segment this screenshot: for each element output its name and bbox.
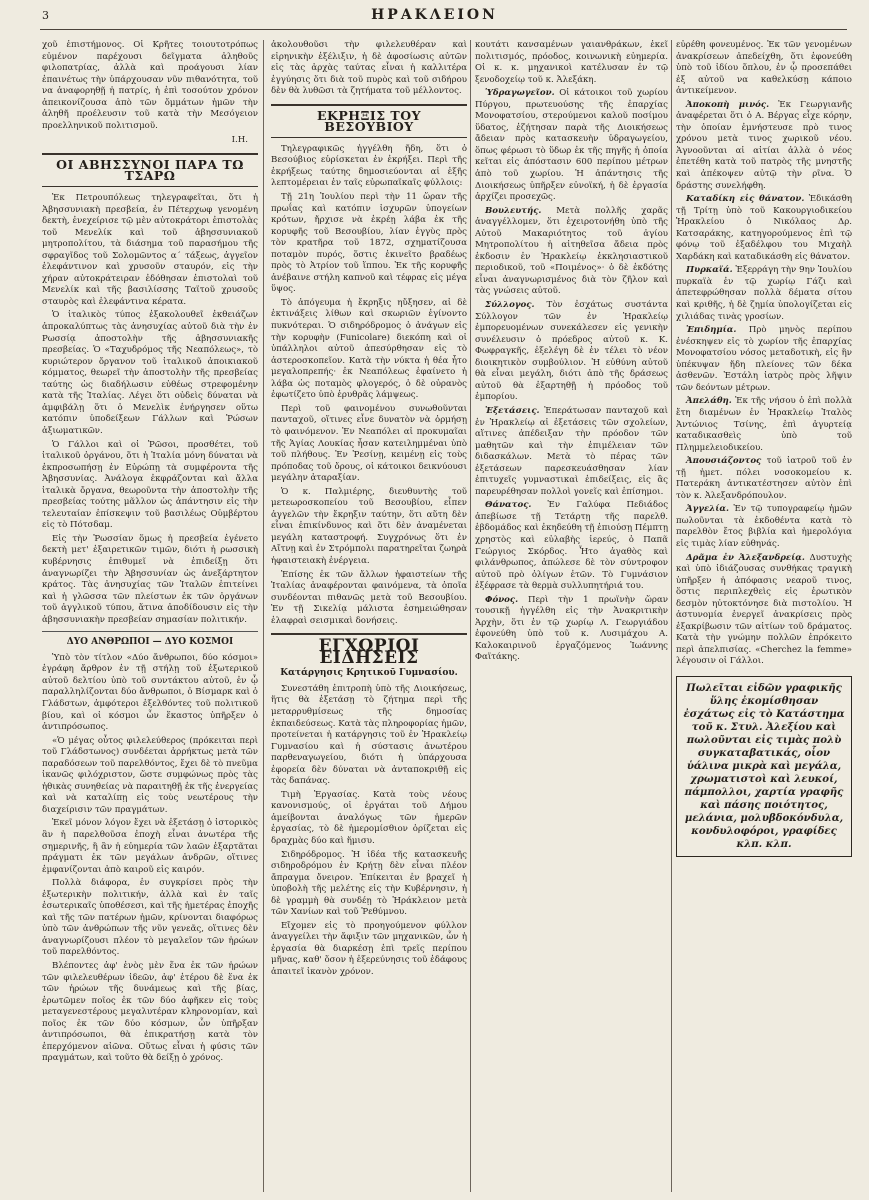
news-item-lead: Ἀποκοπὴ μινός. (686, 99, 770, 110)
news-item (475, 595, 668, 664)
news-item (475, 300, 668, 404)
news-item-lead: Σύλλογος. (485, 300, 535, 311)
column-2 (271, 40, 467, 1190)
column-3 (475, 40, 668, 1190)
article-subheading: Κατάργησις Κρητικοῦ Γυμνασίου. (280, 668, 458, 679)
news-item-lead: Ἀπουσιάζοντος (686, 456, 762, 467)
article-paragraph: Τῇ 21η Ἰουλίου περὶ τὴν 11 ὥραν τῆς πρωΐας καὶ κατόπιν ἰσχυρῶν ὑπογείων κρότων, ἤρχισε νὰ ἐκρέῃ λάβα ἐκ τῆς κορυφῆς τοῦ Βεσουβίου, λίαν ἐγγὺς πρὸς τὸν κρατῆρα τοῦ 1872, σχηματίζουσα ποταμὸν πυρός, ὅστις ἐκινεῖτο βραδέως πρὸς τὸ Ἀτρίον τοῦ ἵππου. Ἐκ τῆς κορυφῆς ἀνέβαινε στήλη καπνοῦ καὶ τέφρας εἰς μέγα ὕψος. (271, 192, 467, 295)
article-paragraph: Ἐπίσης ἐκ τῶν ἄλλων ἡφαιστείων τῆς Ἰταλίας ἀναφέρονται φαινόμενα, τὰ ὁποῖα συνδέονται πιθανῶς μετὰ τοῦ Βεσουβίου. Ἐν τῇ Σικελίᾳ μάλιστα ἐσημειώθησαν ἐλαφραὶ σεισμικαὶ δονήσεις. (271, 569, 467, 626)
masthead (0, 0, 869, 36)
news-item-text: Ἐν τῷ τυπογραφείῳ ἡμῶν πωλοῦνται τὰ ἐκδοθέντα κατὰ τὸ παρελθὸν ἔτος βιβλία καὶ ἡμερολόγια εἰς τιμὰς λίαν εὐθηνάς. (676, 504, 852, 549)
news-item-lead: Ὑδραγωγεῖον. (485, 88, 555, 99)
news-item-text: Ἐκ τῆς νήσου ὁ ἐπὶ πολλὰ ἔτη διαμένων ἐν Ἡρακλείῳ Ἰταλὸς Ἀντώνιος Τσίνης, ἐπὶ ἀγυρτείᾳ καταδικασθεὶς ὑπὸ τοῦ Πλημμελειοδικείου. (676, 396, 852, 453)
article-paragraph: Συνεστάθη ἐπιτροπὴ ὑπὸ τῆς Διοικήσεως, ἥτις θὰ ἐξετάσῃ τὸ ζήτημα περὶ τῆς μεταρρυθμίσεως τῆς δημοσίας ἐκπαιδεύσεως. Κατὰ τὰς πληροφορίας ἡμῶν, προτείνεται ἡ κατάργησις τοῦ ἐν Ἡρακλείῳ Γυμνασίου καὶ ἡ σύστασις ἀνωτέρου παρθεναγωγείου, διότι ἡ ὑπάρχουσα ἐφορεία δὲν δύναται νὰ ἀνταποκριθῇ εἰς τὰς δαπάνας. (271, 683, 467, 787)
column-divider (470, 40, 471, 1192)
advertisement-text: Πωλεῖται εἰδῶν γραφικῆς ὕλης ἐκομίσθησαν ἐσχάτως εἰς τὸ Κατάστημα τοῦ κ. Στυλ. Ἀλεξίου καὶ πωλοῦνται εἰς τιμὰς πολὺ συγκαταβατικάς, οἷον ὑάλινα μικρὰ καὶ μεγάλα, χρωματιστοὶ καὶ λευκοί, πάμπολλοι, χαρτία γραφῆς καὶ πάσης ποιότητος, μελάνια, μολυβδοκόνδυλα, κονδυλοφόροι, γραφίδες κλπ. κλπ. (683, 681, 845, 850)
article-heading: ΕΚΡΗΞΙΣ ΤΟΥ ΒΕΣΟΥΒΙΟΥ (271, 104, 467, 138)
news-item-text: Περὶ τὴν 1 πρωϊνὴν ὥραν τουσικῇ ἠγγέλθη εἰς τὴν Ἀνακριτικὴν Ἀρχὴν, ὅτι ἐν τῷ χωρίῳ Λ. Γεωργιάδου ἐφονεύθη ὑπὸ τοῦ κ. Λυσιμάχου Α. Καλοκαιρινοῦ ἐργαζόμενος Ἰωάννης Φαϊτάκης. (475, 594, 668, 663)
article-paragraph: Τὸ ἀπόγευμα ἡ ἔκρηξις ηὔξησεν, αἱ δὲ ἐκτινάξεις λίθων καὶ σκωριῶν ἐγίνοντο πυκνότεραι. Ὁ σιδηρόδρομος ὁ ἀνάγων εἰς τὴν κορυφὴν (Funicolare) διεκόπη καὶ οἱ ὑπάλληλοι αὐτοῦ ἀπεσύρθησαν εἰς τὸ ἀστεροσκοπεῖον. Κατὰ τὴν νύκτα ἡ θέα ἦτο μεγαλοπρεπής· ἐκ Νεαπόλεως ἐφαίνετο ἡ λάβα ὡς ποταμὸς φλογερός, ὁ δὲ οὐρανὸς ἐφωτίζετο ὑπὸ ἐρυθρᾶς λάμψεως. (271, 297, 467, 401)
news-item-lead: Θάνατος. (485, 500, 532, 511)
news-item-text: Τὸν ἐσχάτως συστάντα Σύλλογον τῶν ἐν Ἡρακλείῳ ἐμπορευομένων συνεκάλεσεν εἰς γενικὴν συνέλευσιν ὁ πρόεδρος αὐτοῦ κ. Κ. Φωφραγκῆς, ἐξελέγη δὲ ἐν τέλει τὸ νέον διοικητικὸν συμβούλιον. Ἡ εὐθύνη αὐτοῦ θὰ εἶναι μεγάλη, διότι ἀπὸ τῆς δράσεως αὐτοῦ θὰ ἐξαρτηθῇ ἡ πρόοδος τοῦ ἐμπορίου. (475, 300, 668, 403)
article-paragraph: Ἐκεῖ μόνον λόγον ἔχει νὰ ἐξετάσῃ ὁ ἱστορικὸς ἂν ἡ παρελθοῦσα ἐποχὴ εἶναι ἀνωτέρα τῆς σημερινῆς, ἢ ἂν ἡ εὐημερία τῶν λαῶν ἐξαρτᾶται πράγματι ἐκ τῶν μεγάλων ἀνδρῶν, οἵτινες ἐμφανίζονται ἀπὸ καιροῦ εἰς καιρόν. (42, 818, 258, 875)
news-item (676, 504, 852, 550)
article-subheading: ΔΥΟ ΑΝΘΡΩΠΟΙ — ΔΥΟ ΚΟΣΜΟΙ (66, 637, 234, 648)
news-item (676, 100, 852, 192)
article-paragraph: Βλέποντες ἀφ' ἑνὸς μὲν ἕνα ἐκ τῶν ἡρώων τῶν φιλελευθέρων ἰδεῶν, ἀφ' ἑτέρου δὲ ἕνα ἐκ τῶν ἡρώων τῆς δυνάμεως καὶ τῆς βίας, ἐρωτῶμεν ποῖος ἐκ τῶν δύο ἀφῆκεν εἰς τοὺς μεταγενεστέρους μεγαλυτέραν κληρονομίαν, καὶ ποῖος ἐκ τῶν δύο κόσμων, ὧν ὑπῆρξαν ἀντιπρόσωποι, θὰ ἐπικρατήσῃ κατὰ τὸν ἐπερχόμενον αἰῶνα. Οὕτως εἶναι ἡ φύσις τῶν πραγμάτων, καὶ τοῦτο θὰ δείξῃ ὁ χρόνος. (42, 961, 258, 1064)
news-item-lead: Ἀπελάθη. (686, 396, 732, 407)
article-paragraph: Τιμὴ Ἐργασίας. Κατὰ τοὺς νέους κανονισμούς, οἱ ἐργάται τοῦ Δήμου ἀμείβονται ἀναλόγως τῶν ἡμερῶν ἐργασίας, τὸ δὲ ἡμερομίσθιον ὁρίζεται εἰς δραχμὰς δύο καὶ ἥμισυ. (271, 789, 467, 846)
article-paragraph: Περὶ τοῦ φαινομένου συνωθοῦνται πανταχοῦ, οἵτινες εἶνε δυνατὸν νὰ ὁρμήσῃ τὸ φαινόμενον. Ἐν Νεαπόλει αἱ προκυμαῖαι τῆς Ἁγίας Λουκίας ἦσαν κατειλημμέναι ὑπὸ τοῦ πλήθους. Ἐν Ῥεσίνῃ, κειμένῃ εἰς τοὺς πρόποδας τοῦ ὄρους, οἱ κάτοικοι δεικνύουσι μεγάλην ἀταραξίαν. (271, 403, 467, 484)
article-paragraph: Ὁ ἰταλικὸς τύπος ἐξακολουθεῖ ἐκθειάζων ἀπροκαλύπτως τὰς ἀνησυχίας αὐτοῦ διὰ τὴν ἐν Ρωσσίᾳ ἀποστολὴν τῆς ἀβησσυνιακῆς πρεσβείας. Ὁ «Ταχυδρόμος τῆς Νεαπόλεως», τὸ κυριώτερον ὄργανον τοῦ ἰταλικοῦ ἀποικιακοῦ κόμματος, θεωρεῖ τὴν ἀποστολὴν τῆς πρεσβείας ταύτης ὡς διαδήλωσιν εὐθέως στρεφομένην κατὰ τῆς Ἰταλίας. Λέγει ὅτι οὐδεὶς δύναται νὰ ἀμφιβάλῃ ὅτι ὁ Μενελὶκ ἐνήργησεν οὕτω κατόπιν ὑποδείξεων Γάλλων καὶ Ῥώσων ἀξιωματικῶν. (42, 310, 258, 436)
author-signature: Ι.Η. (231, 135, 248, 146)
news-item-lead: Ἀγγελία. (686, 504, 730, 515)
news-item (676, 265, 852, 323)
news-item (475, 406, 668, 498)
article-heading: ΟΙ ΑΒΗΣΣΥΝΟΙ ΠΑΡΑ ΤΩ ΤΣΑΡΩ (42, 153, 258, 187)
paper-title: ΗΡΑΚΛΕΙΟΝ (371, 7, 498, 23)
article-paragraph: Εἴχομεν εἰς τὸ προηγούμενον φύλλον ἀναγγείλει τὴν ἄφιξιν τῶν μηχανικῶν, ὧν ἡ ἐργασία θὰ διαρκέσῃ ἐπὶ τρεῖς περίπου μῆνας, καθ' ὅσον ἡ ἐξερεύνησις τοῦ ἐδάφους ἀπαιτεῖ ἱκανὸν χρόνον. (271, 920, 467, 978)
article-paragraph: Πολλὰ διάφορα, ἐν συγκρίσει πρὸς τὴν ἐξωτερικὴν πολιτικήν, ἀλλὰ καὶ ἐν ταῖς ἐσωτερικαῖς ὑποθέσεσι, καὶ τῆς ἡμετέρας ἐποχῆς καὶ τῆς τῶν πατέρων ἡμῶν, κρίνονται διαφόρως ὑπὸ τῶν ἀνθρώπων τῆς νῦν γενεᾶς, οἵτινες δὲν ἀναγνωρίζουσι πλέον τὸ μεγαλεῖον τῶν ἡρώων τοῦ παρελθόντος. (42, 878, 258, 958)
news-item-text: Πρὸ μηνὸς περίπου ἐνέσκηψεν εἰς τὸ χωρίον τῆς ἐπαρχίας Μονοφατσίου νόσος μεταδοτικὴ, εἰς ἣν ὑπέκυψαν ἤδη πλείονες τῶν δέκα ἀσθενῶν. Ἐστάλη ἰατρὸς πρὸς λῆψιν τῶν δεόντων μέτρων. (676, 325, 852, 393)
news-item (676, 396, 852, 454)
column-1 (42, 40, 258, 1190)
news-item-text: Ἐκ Γεωργιανῆς ἀναφέρεται ὅτι ὁ Α. Βέργας εἶχε κόρην, τὴν ὁποίαν ἐμνήστευσε πρὸ τινος χρόνου μετὰ τινος χωρικοῦ νέου. Ἀγνοοῦνται αἱ αἰτίαι ἀλλὰ ὁ νέος ἐπετέθη κατὰ τοῦ πατρὸς τῆς μνηστῆς καὶ ἀπέκοψεν αὐτῷ τὴν ρῖνα. Ὁ δράστης συνελήφθη. (676, 99, 852, 191)
article-continuation: κουτάτι κανσαμένων γαιανθράκων, ἐκεῖ πολιτισμός, πρόοδος, κοινωνικὴ εὐημερία. Οἱ κ. κ. μηχανικοὶ κατέλυσαν ἐν τῷ ξενοδοχείῳ τοῦ κ. Ἀλεξάκη. (475, 40, 668, 85)
column-divider (671, 40, 672, 1192)
column-4 (676, 40, 852, 1190)
news-item-lead: Ἐξετάσεις. (485, 405, 540, 416)
news-item-lead: Βουλευτής. (485, 205, 542, 216)
news-item-text: Οἱ κάτοικοι τοῦ χωρίου Πύργου, πρωτευούσης τῆς ἐπαρχίας Μονοφατσίου, στερούμενοι καλοῦ ποσίμου ὕδατος, ἐζήτησαν παρὰ τῆς Διοικήσεως ἄδειαν πρὸς κατασκευὴν ὑδραγωγείου, ὅπως φέρωσι τὸ ὕδωρ ἐκ τῆς πηγῆς ἡ ὁποία κεῖται εἰς ἀπόστασιν 600 περίπου μέτρων ἀπὸ τοῦ χωρίου. Ἡ ἀπάντησις τῆς Διοικήσεως ὑπῆρξεν εὐνοϊκή, ἡ δὲ ἐργασία ἀρχίζει προσεχῶς. (475, 88, 668, 203)
news-item (676, 325, 852, 394)
news-item (676, 456, 852, 502)
news-item-text: Ἐδικάσθη τῇ Τρίτῃ ὑπὸ τοῦ Κακουργιοδικείου Ἡρακλείου ὁ Νικόλαος Δρ. Κατσαράκης, κατηγορούμενος ἐπὶ τῷ φόνῳ τοῦ ἐξαδέλφου του Μιχαὴλ Χαρδάκη καὶ καταδικάσθη εἰς θάνατον. (676, 194, 852, 262)
news-item (676, 553, 852, 668)
page-number: 3 (42, 9, 49, 22)
section-heading: ΕΓΧΩΡΙΟΙ ΕΙΔΗΣΕΙΣ (271, 633, 467, 664)
news-item (475, 206, 668, 298)
news-item-lead: Δρᾶμα ἐν Ἀλεξανδρείᾳ. (686, 552, 805, 563)
advertisement-box (676, 676, 852, 857)
news-item (475, 88, 668, 203)
article-paragraph: Σιδηρόδρομος. Ἡ ἰδέα τῆς κατασκευῆς σιδηροδρόμου ἐν Κρήτῃ δὲν εἶναι πλέον ἄπραγμα ὄνειρον. Ἐπίκειται ἐν βραχεῖ ἡ ὑποβολὴ τῆς μελέτης εἰς τὴν Κυβέρνησιν, ἡ δὲ γραμμὴ θὰ συνδέῃ τὸ Ἡράκλειον μετὰ τῶν Χανίων καὶ τοῦ Ῥεθύμνου. (271, 849, 467, 918)
news-item-text: Ἐν Γαλύφα Πεδιάδος ἀπεβίωσε τῇ Τετάρτῃ τῆς παρελθ. ἑβδομάδος καὶ ἐκηδεύθη τῇ ἐπιούσῃ Πέμπτῃ χρηστὸς καὶ εὐλαβὴς ἱερεύς, ὁ Παπᾶ Γεώργιος Σκόρδος. Ἦτο ἀγαθὸς καὶ φιλάνθρωπος, ἀπώλεσε δὲ τὸν σύντροφον αὐτοῦ πρὸ ὀλίγων ἐτῶν. Τὸ Γυμνάσιον ἐξέφρασε τὰ θερμὰ συλλυπητήριά του. (475, 500, 668, 592)
news-item (676, 194, 852, 263)
article-continuation: εὐρέθη φονευμένος. Ἐκ τῶν γενομένων ἀνακρίσεων ἀπεδείχθη, ὅτι ἐφονεύθη ὑπὸ τοῦ ἰδίου ὅπλου, ἐν ᾧ προσεπάθει ἐξ αὐτοῦ να καθελκύσῃ κάποιο ἀντικείμενον. (676, 40, 852, 97)
news-item-text: τοῦ ἰατροῦ τοῦ ἐν τῇ ἡμετ. πόλει νοσοκομείου κ. Πατεράκη ἀντικατέστησεν αὐτὸν ἐπὶ τὸν κ. Ἀλεξανδρόπουλον. (676, 456, 852, 501)
section-rule (42, 631, 258, 632)
news-item-lead: Ἐπιδημία. (686, 325, 737, 336)
news-item-text: Δυστυχὴς καὶ ὑπὸ ἰδιάζουσας συνθήκας τραγικὴ ὑπῆρξεν ἡ ἀπόφασις νεαροῦ τινος, ὅστις περιπλεχθεὶς εἰς ἐρωτικὸν δεσμὸν ηὐτοκτόνησε διὰ πιστολίου. Ἡ ἀστυνομία ἐνεργεῖ ἀνακρίσεις πρὸς ἐξακρίβωσιν τῶν αἰτίων τοῦ δράματος. Κατὰ τὴν γνώμην πολλῶν ἐπρόκειτο περὶ ἀπελπισίας. «Cherchez la femme» λέγουσιν οἱ Γάλλοι. (676, 552, 852, 667)
article-paragraph: Εἰς τὴν Ῥωσσίαν ὅμως ἡ πρεσβεία ἐγένετο δεκτὴ μετ' ἐξαιρετικῶν τιμῶν, διότι ἡ ρωσσικὴ κυβέρνησις ἐπιθυμεῖ νὰ ἐπιδείξῃ ὅτι ἀναγνωρίζει τὴν Ἀβησσυνίαν ὡς ἀνεξάρτητον κράτος. Τὰς ἀνησυχίας τῶν Ἰταλῶν ἐπιτείνει καὶ ἡ γλῶσσα τῶν πλείστων ἐκ τῶν ὀργάνων τοῦ ἀγγλικοῦ τύπου, ἅτινα ἀποδίδουσιν εἰς τὴν ἀβησσυνιακὴν πρεσβείαν σημασίαν πολιτικήν. (42, 533, 258, 625)
news-item-lead: Φόνος. (485, 594, 519, 605)
news-item (475, 500, 668, 592)
news-item-text: Ἐξερράγη τὴν 9ην Ἰουλίου πυρκαϊὰ ἐν τῷ χωρίῳ Γάζι καὶ ἀπετεφρώθησαν πολλὰ δέματα σίτου καὶ κριθῆς, ἡ δὲ ζημία ὑπολογίζεται εἰς χιλιάδας τινὰς γροσίων. (676, 265, 852, 322)
masthead-rule (40, 29, 847, 30)
news-item-lead: Πυρκαϊά. (686, 265, 733, 276)
news-item-lead: Καταδίκη εἰς θάνατον. (686, 194, 805, 205)
article-continuation: ἀκολουθοῦσι τὴν φιλελευθέραν καὶ εἰρηνικὴν ἐξέλιξιν, ἡ δὲ ἀφοσίωσις αὐτῶν εἰς τὰς ἀρχὰς ταύτας εἶναι ἡ καλλιτέρα ἐγγύησις ὅτι διὰ τοῦ πυρὸς καὶ τοῦ σιδήρου δὲν θὰ λυθῶσι τὰ ζητήματα τοῦ μέλλοντος. (271, 40, 467, 97)
article-paragraph: Ἐκ Πετρουπόλεως τηλεγραφεῖται, ὅτι ἡ Ἀβησσυνιακὴ πρεσβεία, ἐν Πέτερχωφ γενομένη δεκτὴ, ἐνεχείρισε τῷ μὲν αὐτοκράτορι ἐπιστολὰς τοῦ Μενελίκ καὶ τοῦ ἀβησσυνιακοῦ μητροπολίτου, τὰ διάσημα τοῦ παρασήμου τῆς σφραγῖδος τοῦ Σολομῶντος α΄ τάξεως, ἀγγεῖον ἐλεφάντινον καὶ χρυσοῦν σταυρόν, εἰς τὴν χήραν αὐτοκράτειραν ἐδόθησαν ἐπιστολαὶ τοῦ Μενελίκ καὶ τῆς βασιλίσσης Ταϊτοῦ χρυσοῦς σταυρὸς καὶ ἐλεφάντινα κέρατα. (42, 193, 258, 307)
article-paragraph: Τηλεγραφικῶς ἠγγέλθη ἤδη, ὅτι ὁ Βεσούβιος εὑρίσκεται ἐν ἐκρήξει. Περὶ τῆς ἐκρήξεως ταύτης δημοσιεύονται αἱ ἑξῆς λεπτομέρειαι ἐν ταῖς εὐρωπαϊκαῖς φύλλοις: (271, 143, 467, 189)
article-paragraph: Ὁ Γάλλοι καὶ οἱ Ῥῶσοι, προσθέτει, τοῦ ἰταλικοῦ ὀργάνου, ὅτι ἡ Ἰταλία μόνη δύναται νὰ ἐκπροσωπήσῃ ἐν Εὐρώπῃ τὰ συμφέροντα τῆς Ἀβησσυνίας. Ἀνάλογα ἐκφράζονται καὶ ἄλλα ἰταλικὰ ὄργανα, θεωροῦντα τὴν ἀποστολὴν τῆς πρεσβείας τούτης μᾶλλον ὡς ἀπάντησιν εἰς τὴν τελευταίαν ἐπίσκεψιν τοῦ βασιλέως Οὑμβέρτου εἰς τὸ Πότσδαμ. (42, 439, 258, 531)
news-item-text: Μετὰ πολλῆς χαρᾶς ἀναγγέλλομεν, ὅτι ἐχειροτονήθη ὑπὸ τῆς Αὐτοῦ Μακαριότητος τοῦ ἁγίου Μητροπολίτου ἡ αἰτηθεῖσα ἄδεια πρὸς ἐκδοσιν ἐν Ἡρακλείῳ ἐκκλησιαστικοῦ περιοδικοῦ, τοῦ «Ποιμένος»· ὁ δὲ ἐκδότης εἶναι ἀναγνωρισμένος διὰ τὸν ζῆλον καὶ τὰς γνώσεις αὐτοῦ. (475, 205, 668, 297)
article-continuation: χοῦ ἐπιστήμονος. Οἱ Κρῆτες τοιουτοτρόπως εὐμένον παρέχουσι δεῖγματα ἀληθοῦς φιλοπατρίας, ἀλλὰ καὶ προάγουσι λίαν ἐπαινέτως τὴν ὑπάρχουσαν νῦν πιθανότητα, τοῦ να ἀναφορηθῇ ἡ πατρίς, ἡ ἐπὶ τοσούτον χρόνον ἀπεικονίζουσα ἀπὸ τῶν ὄμμάτων ἡμῶν τὴν ἀληθῆ προέλευσιν τοῦ κατὰ τὴν Μεσόγειον προελληνικοῦ πολιτισμοῦ. (42, 40, 258, 131)
article-paragraph: Ὑπὸ τὸν τίτλον «Δύο ἄνθρωποι, δύο κόσμοι» ἐγράφη ἄρθρον ἐν τῇ στήλῃ τοῦ ἐξωτερικοῦ αὐτοῦ δελτίου ὑπὸ τοῦ συντάκτου αὐτοῦ, ἐν ᾧ παραλληλίζονται δύο ἄνθρωποι, ὁ Βίσμαρκ καὶ ὁ Γλάδστων, ἀμφότεροι ἐξελθόντες τοῦ πολιτικοῦ βίου, καὶ οἱ κόσμοι ὧν ἕκαστος ὑπῆρξεν ὁ ἀντιπρόσωπος. (42, 652, 258, 733)
article-paragraph: Ὁ κ. Παλμιέρης, διευθυντὴς τοῦ μετεωροσκοπείου τοῦ Βεσουβίου, εἶπεν ἀγγελῶν τὴν ἔκρηξιν ταύτην, ὅτι αὕτη δὲν εἶναι ἐπικίνδυνος καὶ ὅτι δὲν ἀναμένεται μεγάλη καταστροφή. Συγχρόνως ὅτι ἐν Αἴτνῃ καὶ ἐν Στρόμπολι παρατηρεῖται ζωηρὰ ἡφαιστειακὴ ἐνέργεια. (271, 486, 467, 566)
news-item-text: Ἐπεράτωσαν πανταχοῦ καὶ ἐν Ἡρακλείῳ αἱ ἐξετάσεις τῶν σχολείων, αἵτινες ἀπέδειξαν τὴν πρόοδον τῶν μαθητῶν καὶ τὴν ἐπιμέλειαν τῶν διδασκάλων. Μετὰ τὸ πέρας τῶν ἐξετάσεων παρεσκευάσθησαν λίαν ἐπιτυχεῖς γυμναστικαὶ ἐπιδείξεις, εἰς ἃς παρευρέθησαν πολλοὶ γονεῖς καὶ ἐπίσημοι. (475, 405, 668, 497)
article-paragraph: «Ὁ μέγας οὗτος φιλελεύθερος (πρόκειται περὶ τοῦ Γλάδστωνος) συνδέεται ἀρρήκτως μετὰ τῶν παραδόσεων τοῦ παρελθόντος, ἔχει δὲ τὸ πνεῦμα ἱκανῶς φιλόχριστον, ὥστε συμφώνως πρὸς τὰς ἠθικὰς συνηθείας νὰ παραιτηθῇ ἐκ τῆς ἐνεργείας καὶ νὰ καταλίπῃ εἰς τοὺς νεωτέρους τὴν διαχείρισιν τῶν πραγμάτων. (42, 735, 258, 815)
column-divider (263, 40, 264, 1192)
